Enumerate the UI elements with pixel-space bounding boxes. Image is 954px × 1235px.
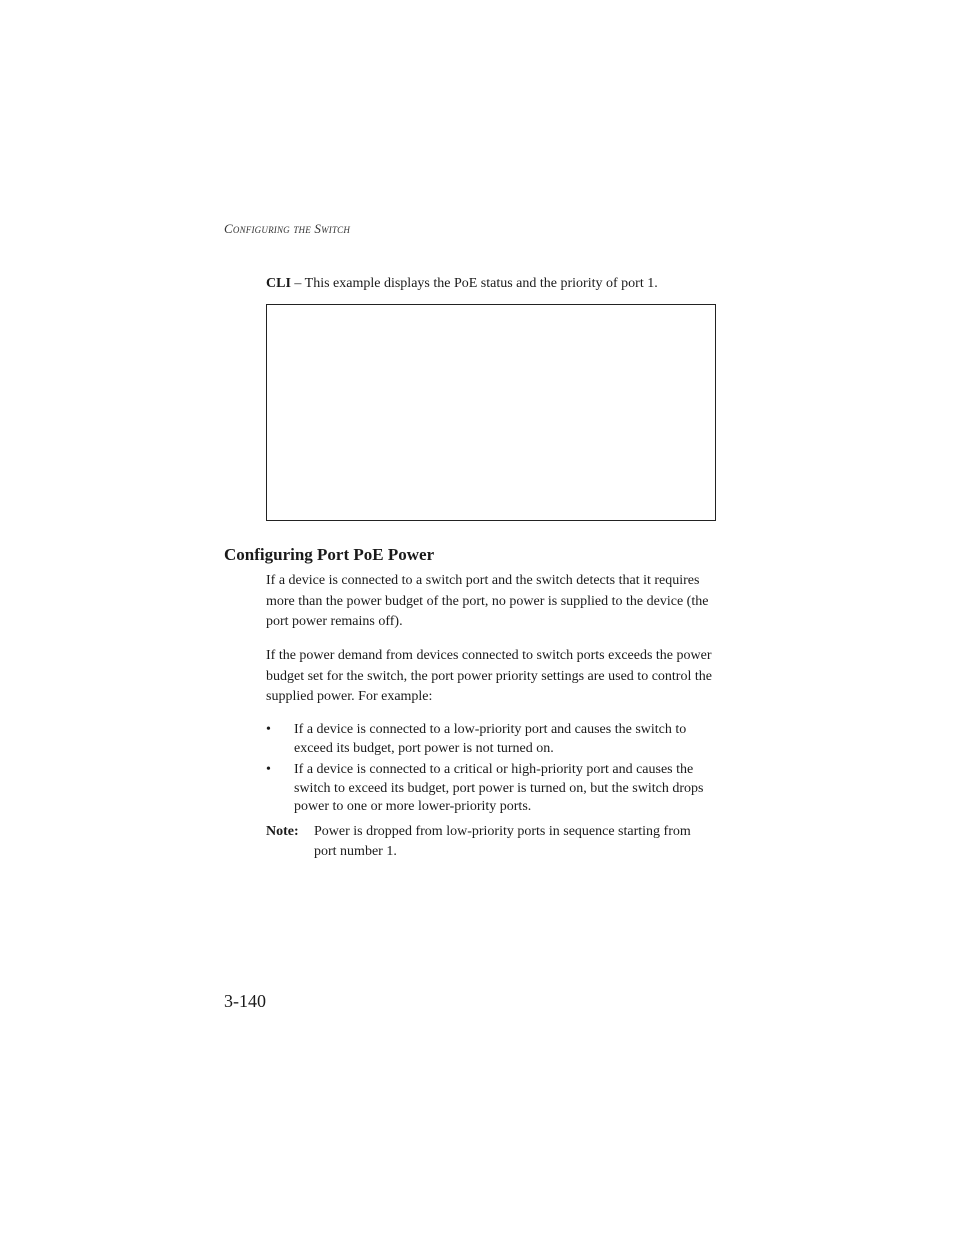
bullet-dot: • xyxy=(266,722,271,737)
bullet-item xyxy=(266,721,718,758)
paragraph-1: If a device is connected to a switch port and the switch detects that it requires more than the power budget of the port, no power is supplied to the device (the port power remains off). xyxy=(266,573,709,629)
cli-label: CLI xyxy=(266,276,291,291)
note xyxy=(266,822,718,862)
bullet-dot: • xyxy=(266,762,271,777)
section-heading: Configuring Port PoE Power xyxy=(224,545,435,564)
bullet-item xyxy=(266,761,718,817)
cli-example-box xyxy=(266,304,716,521)
bullet-text: If a device is connected to a critical or high-priority port and causes the switch to exceed its budget, port power is turned on, but the switch drops power to one or more lower-priority ports. xyxy=(294,762,704,814)
cli-intro xyxy=(266,276,658,292)
bullet-text: If a device is connected to a low-priority port and causes the switch to exceed its budget, port power is not turned on. xyxy=(294,722,687,756)
running-header: Configuring the Switch xyxy=(224,221,351,236)
cli-description: – This example displays the PoE status and the priority of port 1. xyxy=(290,276,658,291)
page-number: 3-140 xyxy=(224,991,266,1011)
note-text: Power is dropped from low-priority ports in sequence starting from port number 1. xyxy=(314,824,691,859)
note-label: Note: xyxy=(266,824,299,839)
paragraph-2: If the power demand from devices connected to switch ports exceeds the power budget set for the switch, the port power priority settings are used to control the supplied power. For example: xyxy=(266,648,712,704)
